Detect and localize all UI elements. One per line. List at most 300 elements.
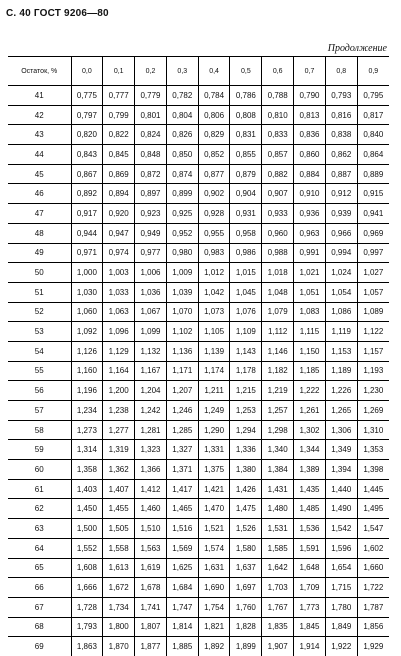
- table-cell: 0,889: [357, 164, 389, 184]
- table-cell: 1,234: [71, 401, 103, 421]
- table-cell: 0,912: [325, 184, 357, 204]
- table-cell: 1,495: [357, 499, 389, 519]
- table-cell: 1,153: [325, 341, 357, 361]
- table-cell: 0,845: [103, 145, 135, 165]
- table-header-row: [8, 57, 389, 86]
- table-cell: 0,810: [262, 105, 294, 125]
- row-key-cell: 43: [8, 125, 71, 145]
- table-cell: 1,773: [294, 597, 326, 617]
- table-cell: 1,143: [230, 341, 262, 361]
- table-cell: 1,591: [294, 538, 326, 558]
- table-cell: 0,869: [103, 164, 135, 184]
- table-cell: 1,709: [294, 578, 326, 598]
- table-cell: 1,269: [357, 401, 389, 421]
- table-cell: 1,157: [357, 341, 389, 361]
- table-cell: 1,302: [294, 420, 326, 440]
- table-cell: 1,460: [135, 499, 167, 519]
- table-row: [8, 519, 389, 539]
- table-cell: 1,160: [71, 361, 103, 381]
- table-cell: 1,171: [166, 361, 198, 381]
- table-cell: 0,887: [325, 164, 357, 184]
- table-cell: 1,375: [198, 460, 230, 480]
- table-cell: 1,310: [357, 420, 389, 440]
- table-cell: 1,403: [71, 479, 103, 499]
- table-cell: 1,193: [357, 361, 389, 381]
- table-cell: 1,828: [230, 617, 262, 637]
- table-cell: 0,977: [135, 243, 167, 263]
- table-cell: 0,822: [103, 125, 135, 145]
- table-cell: 0,850: [166, 145, 198, 165]
- row-key-cell: 57: [8, 401, 71, 421]
- table-cell: 0,955: [198, 223, 230, 243]
- table-cell: 1,521: [198, 519, 230, 539]
- table-cell: 1,185: [294, 361, 326, 381]
- table-cell: 1,793: [71, 617, 103, 637]
- table-cell: 0,790: [294, 86, 326, 106]
- table-cell: 1,654: [325, 558, 357, 578]
- table-cell: 0,966: [325, 223, 357, 243]
- table-cell: 1,060: [71, 302, 103, 322]
- table-cell: 1,136: [166, 341, 198, 361]
- table-cell: 1,734: [103, 597, 135, 617]
- table-row: [8, 479, 389, 499]
- table-row: [8, 617, 389, 637]
- column-header: 0,2: [135, 57, 167, 86]
- table-cell: 1,340: [262, 440, 294, 460]
- table-cell: 1,780: [325, 597, 357, 617]
- table-cell: 1,602: [357, 538, 389, 558]
- table-cell: 1,475: [230, 499, 262, 519]
- table-cell: 0,852: [198, 145, 230, 165]
- table-cell: 0,860: [294, 145, 326, 165]
- table-cell: 1,211: [198, 381, 230, 401]
- table-cell: 0,824: [135, 125, 167, 145]
- row-key-cell: 55: [8, 361, 71, 381]
- table-cell: 1,929: [357, 637, 389, 656]
- table-cell: 0,797: [71, 105, 103, 125]
- table-cell: 0,969: [357, 223, 389, 243]
- table-cell: 1,800: [103, 617, 135, 637]
- table-cell: 1,051: [294, 282, 326, 302]
- table-cell: 1,294: [230, 420, 262, 440]
- table-cell: 0,874: [166, 164, 198, 184]
- table-cell: 1,574: [198, 538, 230, 558]
- table-cell: 0,882: [262, 164, 294, 184]
- row-key-cell: 54: [8, 341, 71, 361]
- table-cell: 1,349: [325, 440, 357, 460]
- row-key-cell: 52: [8, 302, 71, 322]
- table-cell: 1,500: [71, 519, 103, 539]
- table-cell: 1,526: [230, 519, 262, 539]
- table-cell: 1,204: [135, 381, 167, 401]
- table-cell: 1,096: [103, 322, 135, 342]
- row-key-cell: 69: [34, 642, 44, 652]
- table-cell: 1,067: [135, 302, 167, 322]
- table-cell: 0,897: [135, 184, 167, 204]
- table-row: [8, 204, 389, 224]
- table-cell: 1,863: [71, 637, 103, 656]
- table-cell: 1,105: [198, 322, 230, 342]
- row-key-cell: 62: [8, 499, 71, 519]
- table-row: [8, 381, 389, 401]
- table-cell: 1,672: [103, 578, 135, 598]
- continuation-label: Продолжение: [327, 43, 387, 54]
- table-cell: 0,902: [198, 184, 230, 204]
- table-cell: 0,983: [198, 243, 230, 263]
- table-cell: 0,986: [230, 243, 262, 263]
- table-cell: 0,917: [71, 204, 103, 224]
- table-cell: 0,904: [230, 184, 262, 204]
- table-cell: 0,786: [230, 86, 262, 106]
- table-cell: 1,249: [198, 401, 230, 421]
- row-key-cell: 59: [8, 440, 71, 460]
- table-cell: 0,991: [294, 243, 326, 263]
- table-cell: 1,215: [230, 381, 262, 401]
- table-cell: 0,816: [325, 105, 357, 125]
- table-cell: 1,327: [166, 440, 198, 460]
- table-row: [8, 597, 389, 617]
- table-cell: 1,150: [294, 341, 326, 361]
- table-cell: 1,619: [135, 558, 167, 578]
- table-cell: 0,831: [230, 125, 262, 145]
- row-key-cell: 66: [8, 578, 71, 598]
- table-cell: 1,845: [294, 617, 326, 637]
- table-row: [8, 401, 389, 421]
- table-cell: 1,219: [262, 381, 294, 401]
- table-cell: 1,230: [357, 381, 389, 401]
- table-row: [8, 302, 389, 322]
- table-cell: 0,947: [103, 223, 135, 243]
- table-cell: 1,637: [230, 558, 262, 578]
- table-cell: 1,394: [325, 460, 357, 480]
- table-cell: 1,398: [357, 460, 389, 480]
- table-cell: 1,821: [198, 617, 230, 637]
- row-key-cell: 42: [8, 105, 71, 125]
- table-cell: 1,877: [135, 637, 167, 656]
- table-cell: 1,003: [103, 263, 135, 283]
- table-cell: 0,793: [325, 86, 357, 106]
- table-row: [8, 361, 389, 381]
- table-cell: 1,238: [103, 401, 135, 421]
- table-cell: 1,122: [357, 322, 389, 342]
- table-cell: 1,126: [71, 341, 103, 361]
- table-cell: 1,531: [262, 519, 294, 539]
- table-cell: 0,775: [71, 86, 103, 106]
- table-cell: 1,146: [262, 341, 294, 361]
- table-cell: 1,119: [325, 322, 357, 342]
- row-key-cell: 53: [8, 322, 71, 342]
- table-cell: 0,872: [135, 164, 167, 184]
- table-cell: 1,048: [262, 282, 294, 302]
- row-key-cell: 68: [8, 617, 71, 637]
- table-cell: 1,285: [166, 420, 198, 440]
- table-cell: 1,914: [294, 637, 326, 656]
- table-cell: 1,648: [294, 558, 326, 578]
- table-cell: 1,426: [230, 479, 262, 499]
- table-cell: 1,666: [71, 578, 103, 598]
- table-cell: 1,054: [325, 282, 357, 302]
- table-cell: 1,922: [325, 637, 357, 656]
- table-row: [8, 420, 389, 440]
- table-cell: 0,944: [71, 223, 103, 243]
- table-cell: 1,505: [103, 519, 135, 539]
- table-cell: 0,994: [325, 243, 357, 263]
- table-cell: 1,042: [198, 282, 230, 302]
- table-cell: 1,684: [166, 578, 198, 598]
- table-cell: 0,974: [103, 243, 135, 263]
- table-cell: 0,963: [294, 223, 326, 243]
- table-cell: 0,980: [166, 243, 198, 263]
- table-cell: 1,167: [135, 361, 167, 381]
- table-cell: 1,490: [325, 499, 357, 519]
- table-cell: 1,033: [103, 282, 135, 302]
- table-cell: 0,931: [230, 204, 262, 224]
- table-row: [8, 263, 389, 283]
- table-cell: 1,102: [166, 322, 198, 342]
- table-row: [8, 86, 389, 106]
- table-cell: 0,879: [230, 164, 262, 184]
- table-cell: 1,319: [103, 440, 135, 460]
- row-key-cell: 64: [8, 538, 71, 558]
- table-cell: 1,747: [166, 597, 198, 617]
- table-cell: 0,862: [325, 145, 357, 165]
- table-cell: 1,563: [135, 538, 167, 558]
- table-cell: 0,801: [135, 105, 167, 125]
- table-row: [8, 125, 389, 145]
- table-cell: 1,389: [294, 460, 326, 480]
- table-cell: 1,344: [294, 440, 326, 460]
- table-cell: 1,660: [357, 558, 389, 578]
- table-cell: 0,884: [294, 164, 326, 184]
- table-cell: 1,086: [325, 302, 357, 322]
- table-cell: 1,678: [135, 578, 167, 598]
- table-cell: 1,384: [262, 460, 294, 480]
- table-cell: 0,899: [166, 184, 198, 204]
- column-header: 0,0: [71, 57, 103, 86]
- table-cell: 1,189: [325, 361, 357, 381]
- table-row: [8, 282, 389, 302]
- table-cell: 0,843: [71, 145, 103, 165]
- table-cell: 1,099: [135, 322, 167, 342]
- table-cell: 1,009: [166, 263, 198, 283]
- row-key-cell: 50: [8, 263, 71, 283]
- row-key-cell: 51: [8, 282, 71, 302]
- table-cell: 0,936: [294, 204, 326, 224]
- table-cell: 1,063: [103, 302, 135, 322]
- table-cell: 1,182: [262, 361, 294, 381]
- column-header: 0,4: [198, 57, 230, 86]
- column-header: 0,6: [262, 57, 294, 86]
- table-cell: 1,070: [166, 302, 198, 322]
- table-row: [8, 558, 389, 578]
- table-cell: 0,910: [294, 184, 326, 204]
- table-cell: 0,808: [230, 105, 262, 125]
- table-cell: 1,542: [325, 519, 357, 539]
- table-cell: 1,642: [262, 558, 294, 578]
- table-cell: 0,826: [166, 125, 198, 145]
- table-cell: 0,933: [262, 204, 294, 224]
- table-cell: 1,298: [262, 420, 294, 440]
- table-cell: 1,767: [262, 597, 294, 617]
- table-cell: 1,277: [103, 420, 135, 440]
- table-cell: 1,331: [198, 440, 230, 460]
- table-row: [8, 637, 389, 656]
- table-cell: 1,470: [198, 499, 230, 519]
- table-row: [8, 460, 389, 480]
- column-header: 0,9: [357, 57, 389, 86]
- row-key-cell: 41: [8, 86, 71, 106]
- table-cell: 0,892: [71, 184, 103, 204]
- table-cell: 0,971: [71, 243, 103, 263]
- table-cell: 1,558: [103, 538, 135, 558]
- table-cell: 1,129: [103, 341, 135, 361]
- table-cell: 0,915: [357, 184, 389, 204]
- column-header: 0,7: [294, 57, 326, 86]
- table-cell: 1,164: [103, 361, 135, 381]
- table-cell: 1,000: [71, 263, 103, 283]
- table-cell: 1,741: [135, 597, 167, 617]
- table-cell: 1,222: [294, 381, 326, 401]
- column-header: 0,1: [103, 57, 135, 86]
- table-cell: 0,799: [103, 105, 135, 125]
- table-row: [8, 164, 389, 184]
- table-cell: 0,907: [262, 184, 294, 204]
- row-key-cell: 65: [8, 558, 71, 578]
- page-header: С. 40 ГОСТ 9206—80: [6, 8, 109, 19]
- table-cell: 1,362: [103, 460, 135, 480]
- table-cell: 1,109: [230, 322, 262, 342]
- table-cell: 1,787: [357, 597, 389, 617]
- table-cell: 0,958: [230, 223, 262, 243]
- table-row: [8, 184, 389, 204]
- table-cell: 1,536: [294, 519, 326, 539]
- table-cell: 1,358: [71, 460, 103, 480]
- table-cell: 1,045: [230, 282, 262, 302]
- table-cell: 1,510: [135, 519, 167, 539]
- table-cell: 1,089: [357, 302, 389, 322]
- table-body: [8, 86, 389, 656]
- table-cell: 1,112: [262, 322, 294, 342]
- table-cell: 0,988: [262, 243, 294, 263]
- table-cell: 1,092: [71, 322, 103, 342]
- table-cell: 1,450: [71, 499, 103, 519]
- table-cell: 0,877: [198, 164, 230, 184]
- table-cell: 1,899: [230, 637, 262, 656]
- table-cell: 1,856: [357, 617, 389, 637]
- table-cell: 0,829: [198, 125, 230, 145]
- table-cell: 1,257: [262, 401, 294, 421]
- table-cell: 1,371: [166, 460, 198, 480]
- table-cell: 1,703: [262, 578, 294, 598]
- table-row: [8, 440, 389, 460]
- table-cell: 1,516: [166, 519, 198, 539]
- table-cell: 1,290: [198, 420, 230, 440]
- table-cell: 1,178: [230, 361, 262, 381]
- table-cell: 0,864: [357, 145, 389, 165]
- table-cell: 1,024: [325, 263, 357, 283]
- table-cell: 1,465: [166, 499, 198, 519]
- table-cell: 1,421: [198, 479, 230, 499]
- table-cell: 1,722: [357, 578, 389, 598]
- table-cell: 0,928: [198, 204, 230, 224]
- table-cell: 0,894: [103, 184, 135, 204]
- table-cell: 1,306: [325, 420, 357, 440]
- table-cell: 1,115: [294, 322, 326, 342]
- table-row: [8, 145, 389, 165]
- table-cell: 0,925: [166, 204, 198, 224]
- table-cell: 1,455: [103, 499, 135, 519]
- table-cell: 1,760: [230, 597, 262, 617]
- table-cell: 1,253: [230, 401, 262, 421]
- table-cell: 0,779: [135, 86, 167, 106]
- table-cell: 0,820: [71, 125, 103, 145]
- table-cell: 1,336: [230, 440, 262, 460]
- table-cell: 1,132: [135, 341, 167, 361]
- table-cell: 1,200: [103, 381, 135, 401]
- table-cell: 1,907: [262, 637, 294, 656]
- table-cell: 0,867: [71, 164, 103, 184]
- table-cell: 1,021: [294, 263, 326, 283]
- table-cell: 1,226: [325, 381, 357, 401]
- table-cell: 0,941: [357, 204, 389, 224]
- table-cell: 0,997: [357, 243, 389, 263]
- table-row: [8, 341, 389, 361]
- table-cell: 1,580: [230, 538, 262, 558]
- table-cell: 0,795: [357, 86, 389, 106]
- table-cell: 0,923: [135, 204, 167, 224]
- column-header-remainder: Остаток, %: [8, 57, 71, 86]
- table-cell: 1,547: [357, 519, 389, 539]
- row-key-cell: 48: [8, 223, 71, 243]
- table-cell: 0,939: [325, 204, 357, 224]
- table-cell: 1,435: [294, 479, 326, 499]
- row-key-cell: 58: [8, 420, 71, 440]
- table-cell: 1,569: [166, 538, 198, 558]
- table-cell: 0,838: [325, 125, 357, 145]
- table-cell: 1,407: [103, 479, 135, 499]
- column-header: 0,5: [230, 57, 262, 86]
- table-cell: 1,870: [103, 637, 135, 656]
- table-cell: 0,782: [166, 86, 198, 106]
- table-cell: 1,480: [262, 499, 294, 519]
- table-row: [8, 499, 389, 519]
- table-cell: 1,273: [71, 420, 103, 440]
- table-row: [8, 243, 389, 263]
- table-cell: 1,613: [103, 558, 135, 578]
- table-cell: 1,728: [71, 597, 103, 617]
- table-cell: 0,804: [166, 105, 198, 125]
- table-cell: 1,445: [357, 479, 389, 499]
- table-cell: 1,807: [135, 617, 167, 637]
- table-cell: 0,784: [198, 86, 230, 106]
- table-cell: 1,079: [262, 302, 294, 322]
- table-cell: 1,030: [71, 282, 103, 302]
- row-key-cell: 47: [8, 204, 71, 224]
- table-cell: 1,690: [198, 578, 230, 598]
- table-cell: 0,836: [294, 125, 326, 145]
- table-cell: 1,631: [198, 558, 230, 578]
- table-cell: 1,036: [135, 282, 167, 302]
- table-cell: 1,073: [198, 302, 230, 322]
- table-row: [8, 105, 389, 125]
- table-cell: 1,039: [166, 282, 198, 302]
- table-cell: 1,608: [71, 558, 103, 578]
- table-cell: 1,083: [294, 302, 326, 322]
- table-cell: 1,754: [198, 597, 230, 617]
- table-cell: 1,380: [230, 460, 262, 480]
- table-row: [8, 322, 389, 342]
- table-cell: 0,848: [135, 145, 167, 165]
